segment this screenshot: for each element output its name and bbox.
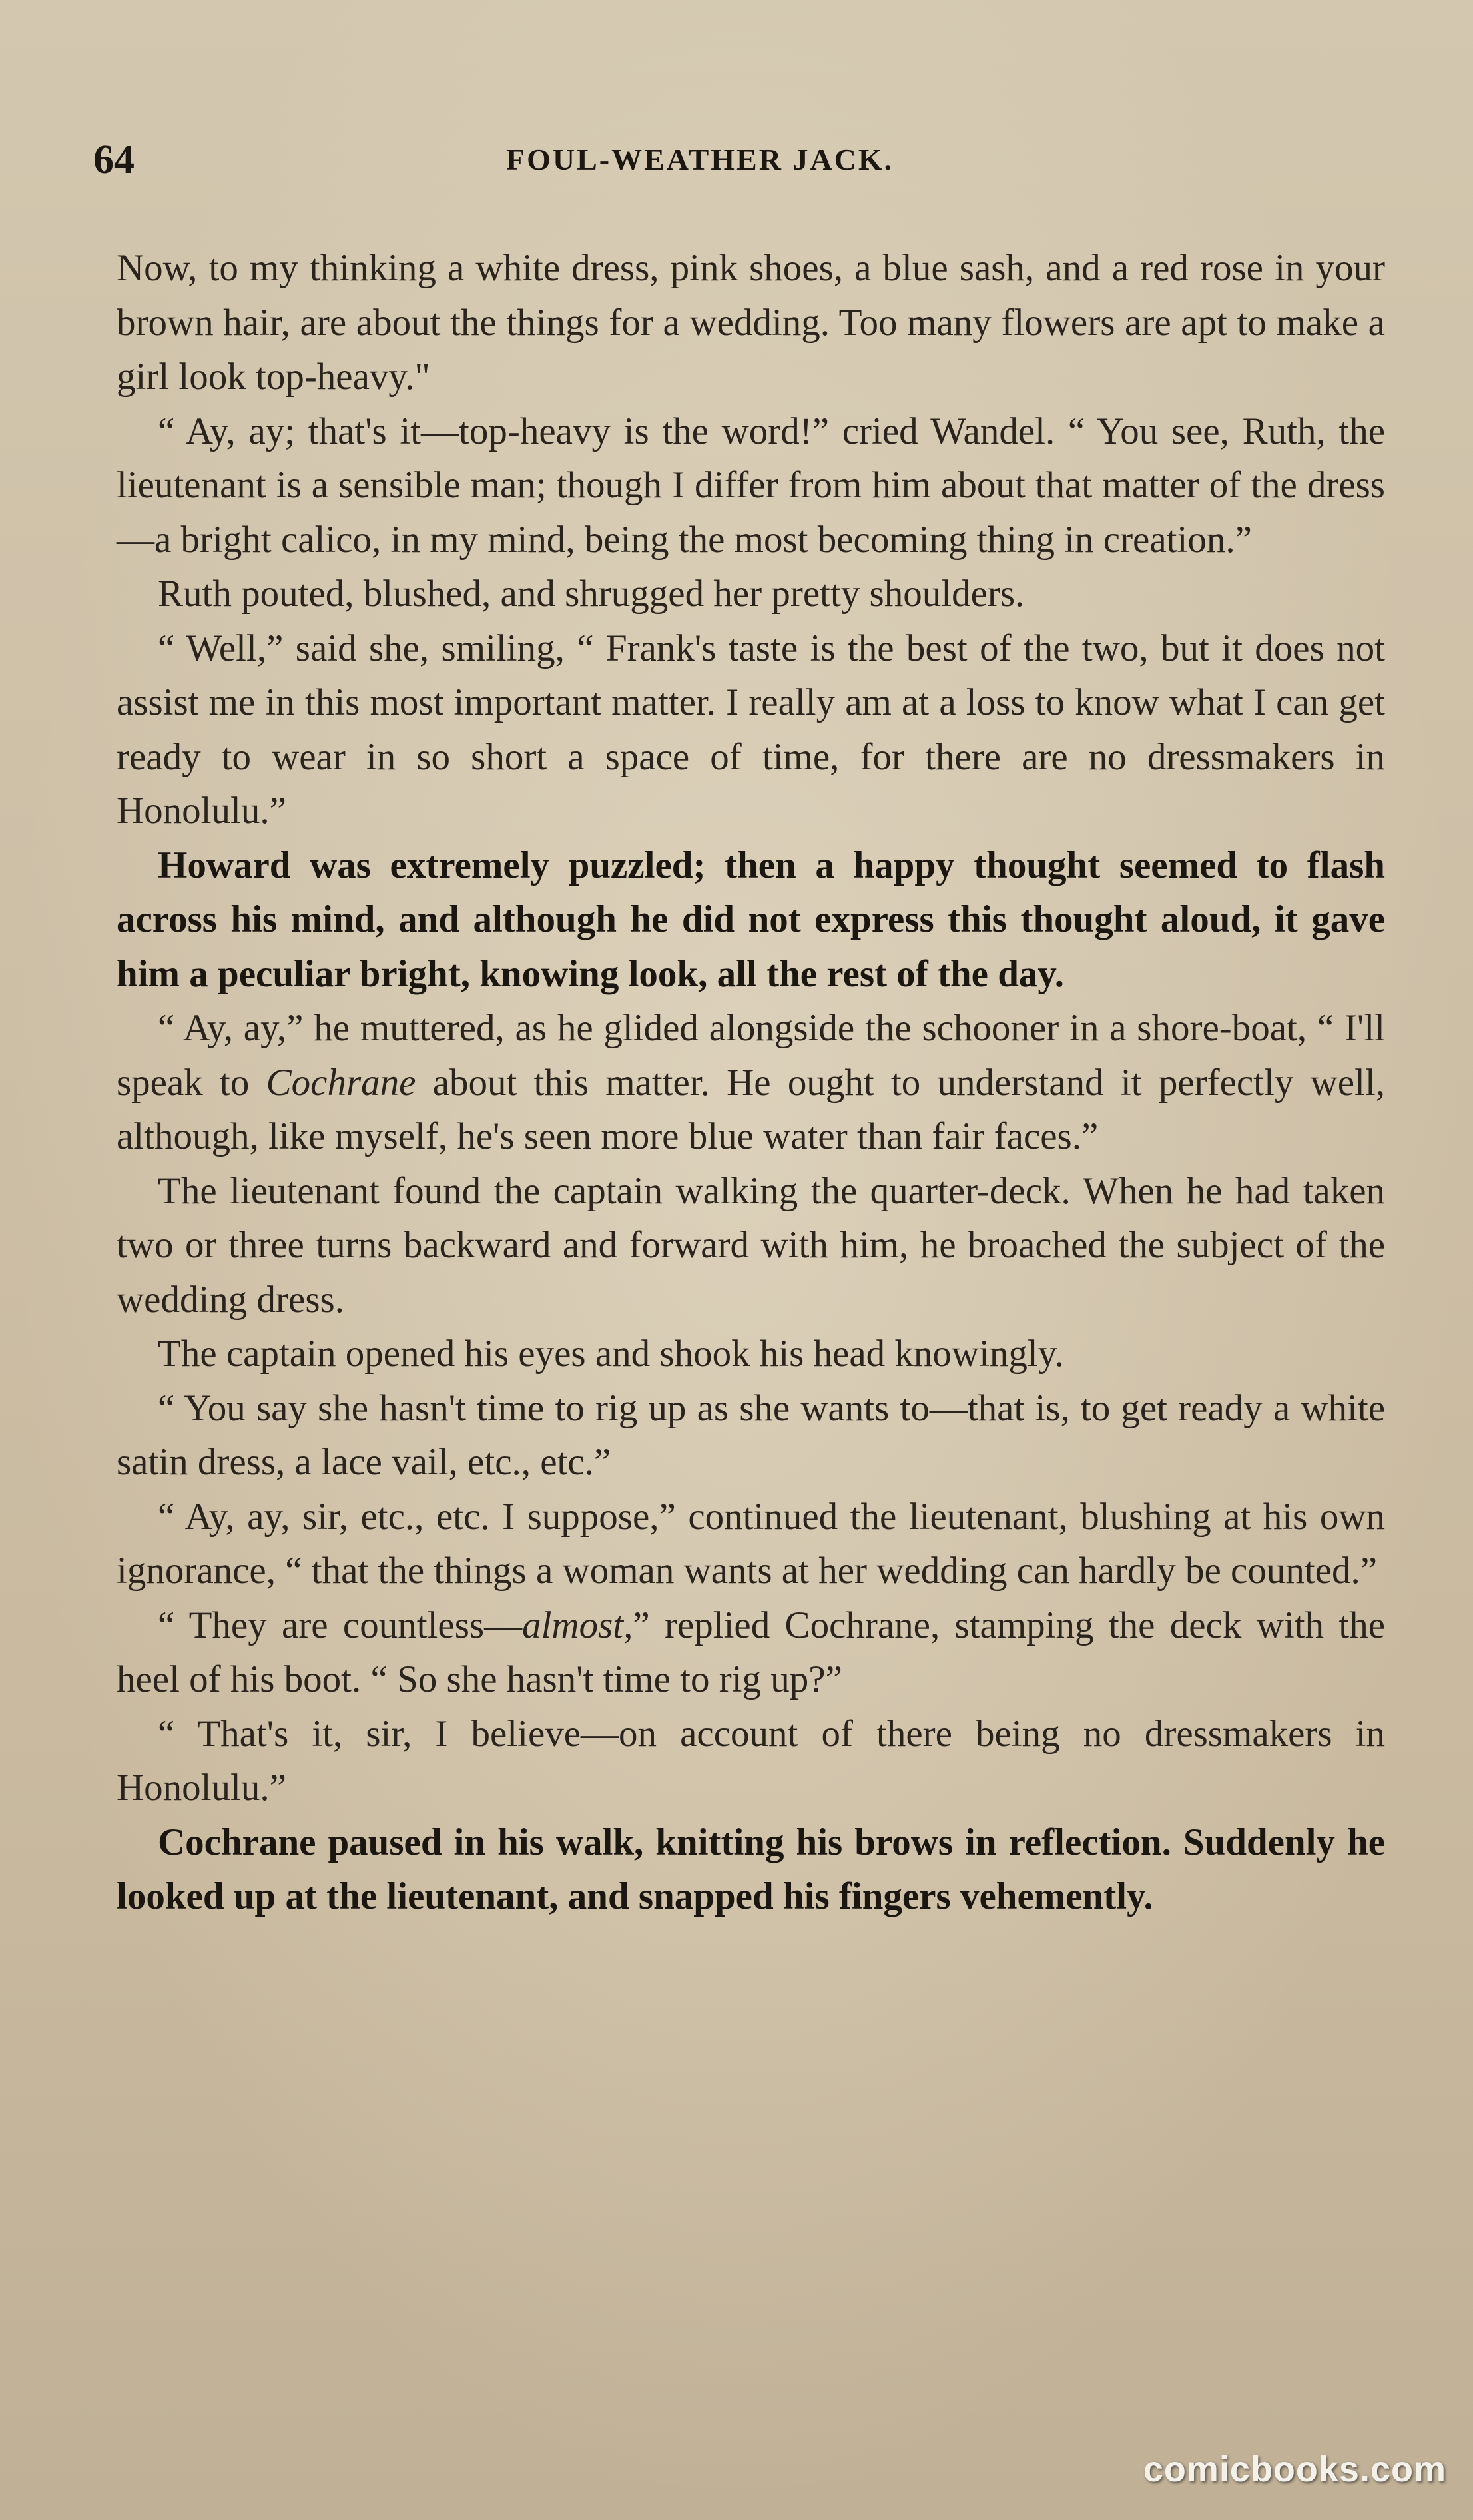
paragraph: The captain opened his eyes and shook his head knowingly.: [158, 1333, 1064, 1375]
paragraph-text: “ They are countless—: [158, 1604, 523, 1646]
paragraph: “ That's it, sir, I believe—on account of there being no dressmakers in Honolulu.”: [117, 1712, 1385, 1809]
paragraph: “ Ay, ay; that's it—top-heavy is the word!” cried Wandel. “ You see, Ruth, the lieutenant is a sensible man; though I differ from him about that matter of the dress—a bright calico, in my mind, being the most becoming thing in creation.”: [117, 410, 1385, 561]
paragraph-text: “ Ay, ay,” he muttered, as he glided alongside the schooner in a shore-boat, “ I'll speak to: [117, 1007, 1385, 1103]
paragraph: Now, to my thinking a white dress, pink shoes, a blue sash, and a red rose in your brown hair, are about the things for a wedding. Too many flowers are apt to make a girl look top-heavy.": [117, 247, 1385, 398]
running-title: FOUL-WEATHER JACK.: [506, 143, 894, 176]
paragraph-text: ” replied Cochrane, stamping the deck with the heel of his boot. “ So she hasn't time to rig up?”: [117, 1604, 1385, 1700]
paragraph: Cochrane paused in his walk, knitting his brows in reflection. Suddenly he looked up at the lieutenant, and snapped his fingers vehemently.: [117, 1821, 1385, 1917]
watermark: comicbooks.com: [1143, 2449, 1446, 2489]
paragraph: “ You say she hasn't time to rig up as she wants to—that is, to get ready a white satin dress, a lace vail, etc., etc.”: [117, 1387, 1385, 1483]
paragraph: “ Ay, ay, sir, etc., etc. I suppose,” continued the lieutenant, blushing at his own ignorance, “ that the things a woman wants at her wedding can hardly be counted.”: [117, 1495, 1385, 1592]
paragraph: Ruth pouted, blushed, and shrugged her pretty shoulders.: [158, 573, 1025, 615]
paragraph: Howard was extremely puzzled; then a happy thought seemed to flash across his mind, and although he did not express this thought aloud, it gave him a peculiar bright, knowing look, all the rest of the day.: [117, 844, 1385, 995]
paragraph: The lieutenant found the captain walking the quarter-deck. When he had taken two or three turns backward and forward with him, he broached the subject of the wedding dress.: [117, 1169, 1385, 1321]
body-text: [117, 241, 1385, 1924]
paragraph-text: about this matter. He ought to understand it perfectly well, although, like myself, he's seen more blue water than fair faces.”: [117, 1061, 1385, 1157]
paragraph: [117, 1598, 1385, 1707]
page-number: 64: [93, 137, 135, 182]
running-head: [93, 137, 1398, 196]
paragraph: [117, 1001, 1385, 1164]
paragraph-italic: Cochrane: [266, 1061, 416, 1103]
paragraph-italic: almost,: [522, 1604, 633, 1646]
paragraph: “ Well,” said she, smiling, “ Frank's taste is the best of the two, but it does not assist me in this most important matter. I really am at a loss to know what I can get ready to wear in so short a space of time, for there are no dressmakers in Honolulu.”: [117, 627, 1385, 832]
